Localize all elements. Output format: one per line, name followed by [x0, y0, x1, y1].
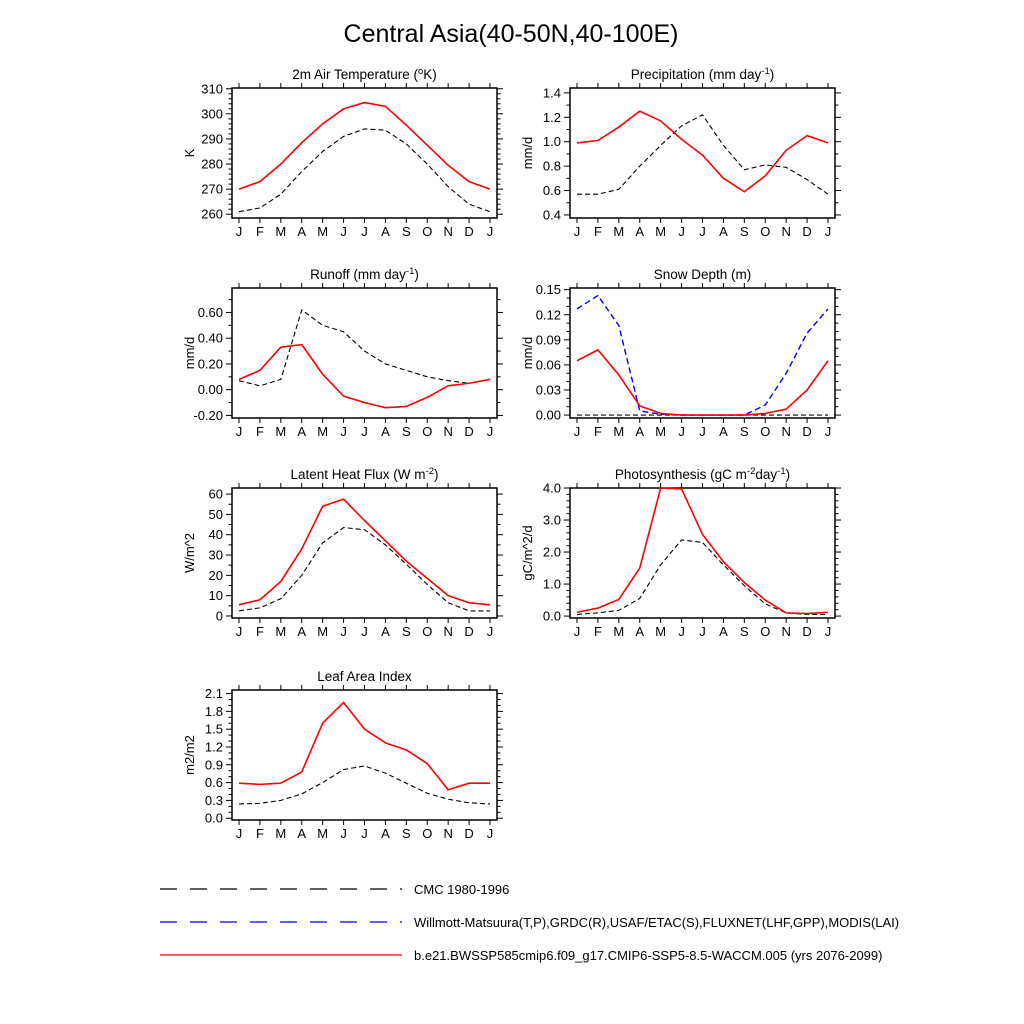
x-tick-label: D: [464, 424, 474, 439]
chart-title: Leaf Area Index: [317, 669, 412, 684]
y-tick-label: 300: [201, 106, 223, 122]
x-tick-label: D: [802, 624, 812, 639]
x-tick-label: J: [340, 624, 347, 639]
x-tick-label: M: [275, 424, 287, 439]
plot-frame: [570, 488, 835, 618]
x-tick-label: S: [401, 624, 411, 639]
plot-canvas: [498, 265, 848, 470]
x-tick-label: J: [340, 826, 347, 841]
y-tick-label: 0.6: [204, 775, 223, 791]
x-tick-label: N: [443, 826, 453, 841]
x-tick-label: D: [464, 624, 474, 639]
x-tick-label: N: [781, 224, 791, 239]
legend-label-observations: Willmott-Matsuura(T,P),GRDC(R),USAF/ETAC(S),FLUXNET(LHF,GPP),MODIS(LAI): [414, 914, 900, 930]
y-tick-label: 0.0: [204, 810, 223, 826]
x-tick-label: J: [678, 224, 685, 239]
plot-canvas: [160, 667, 510, 872]
y-tick-label: 0.00: [197, 382, 223, 398]
x-tick-label: J: [573, 224, 581, 239]
series-line-model: [239, 702, 490, 789]
y-tick-label: 0.60: [197, 304, 223, 320]
x-tick-label: J: [235, 826, 243, 841]
series-group: [239, 702, 490, 804]
chart-precipitation: [498, 65, 848, 270]
y-tick-label: 3.0: [542, 512, 561, 528]
series-line-cmc: [239, 766, 490, 804]
x-tick-label: A: [719, 224, 728, 239]
x-tick-label: M: [317, 424, 329, 439]
y-tick-label: 280: [201, 156, 223, 172]
x-tick-label: A: [381, 826, 390, 841]
x-tick-label: J: [486, 624, 494, 639]
series-line-model: [577, 350, 828, 415]
x-tick-label: A: [381, 624, 390, 639]
y-axis-labels: [205, 686, 223, 826]
x-tick-label: A: [635, 624, 645, 639]
axes: [226, 685, 503, 825]
y-axis-title: mm/d: [520, 136, 535, 170]
x-tick-label: M: [655, 224, 667, 239]
series-line-model: [239, 103, 490, 190]
x-tick-label: J: [235, 424, 243, 439]
series-group: [577, 296, 828, 416]
x-tick-label: A: [635, 224, 645, 239]
y-tick-label: 1.5: [204, 721, 223, 737]
x-tick-label: M: [613, 424, 625, 439]
x-tick-label: M: [275, 826, 287, 841]
legend-item-model: [158, 948, 882, 962]
y-tick-label: 30: [208, 547, 223, 563]
plot-canvas: [160, 465, 510, 670]
series-group: [577, 488, 828, 614]
axes: [564, 83, 841, 223]
x-tick-label: J: [824, 624, 832, 639]
y-tick-label: 0.8: [542, 158, 561, 174]
y-axis-title: mm/d: [520, 336, 535, 370]
y-tick-label: 0.06: [535, 357, 561, 373]
x-tick-label: J: [340, 424, 347, 439]
y-tick-label: 4.0: [542, 480, 561, 496]
x-tick-label: M: [275, 224, 287, 239]
x-tick-label: J: [699, 224, 706, 239]
x-tick-label: F: [593, 624, 602, 639]
axes: [564, 283, 841, 423]
y-tick-label: 1.0: [542, 576, 561, 592]
plot-frame: [232, 88, 497, 218]
series-line-cmc: [577, 540, 828, 615]
legend-label-cmc: CMC 1980-1996: [414, 881, 510, 897]
y-tick-label: 20: [208, 567, 223, 583]
x-tick-label: O: [760, 224, 771, 239]
x-tick-label: N: [781, 424, 791, 439]
legend-line-model-icon: [158, 948, 404, 962]
x-tick-label: D: [464, 224, 474, 239]
x-tick-label: F: [593, 424, 602, 439]
x-tick-label: M: [317, 826, 329, 841]
x-tick-label: O: [422, 224, 433, 239]
series-group: [239, 103, 490, 212]
y-tick-label: 0.15: [535, 282, 561, 298]
x-tick-label: M: [317, 624, 329, 639]
x-tick-label: F: [255, 224, 264, 239]
x-tick-label: A: [381, 224, 390, 239]
plot-frame: [232, 288, 497, 418]
x-tick-label: A: [719, 424, 728, 439]
y-tick-label: 0.4: [542, 207, 561, 223]
x-tick-label: A: [297, 424, 307, 439]
x-axis-labels: [574, 224, 832, 239]
x-tick-label: J: [678, 424, 685, 439]
chart-latent-heat-flux: [160, 465, 510, 670]
x-tick-label: M: [613, 624, 625, 639]
x-tick-label: J: [824, 424, 832, 439]
y-tick-label: -0.20: [193, 407, 223, 423]
legend-item-cmc: [158, 882, 509, 896]
chart-title: 2m Air Temperature ($^o$K): [292, 66, 437, 82]
series-line-cmc: [239, 310, 490, 386]
x-tick-label: O: [422, 624, 433, 639]
chart-title: Photosynthesis (gC $m^{-2}day^{-1}$): [614, 466, 791, 482]
x-axis-labels: [574, 624, 832, 639]
y-tick-label: 0.0: [542, 608, 561, 624]
x-tick-label: J: [361, 224, 368, 239]
x-tick-label: N: [443, 424, 453, 439]
x-tick-label: J: [235, 624, 243, 639]
x-axis-labels: [236, 826, 494, 841]
y-tick-label: 1.2: [204, 739, 223, 755]
y-axis-labels: [201, 81, 223, 221]
page-title: Central Asia(40-50N,40-100E): [343, 20, 679, 48]
x-tick-label: J: [573, 624, 581, 639]
plot-frame: [570, 88, 835, 218]
y-tick-label: 1.8: [204, 703, 223, 719]
y-tick-label: 1.2: [542, 109, 561, 125]
y-tick-label: 0.03: [535, 382, 561, 398]
y-tick-label: 0.9: [204, 757, 223, 773]
plot-canvas: [498, 65, 848, 270]
x-tick-label: A: [297, 826, 307, 841]
x-tick-label: S: [401, 424, 411, 439]
x-tick-label: O: [422, 424, 433, 439]
x-tick-label: M: [655, 624, 667, 639]
x-axis-labels: [236, 424, 494, 439]
x-tick-label: J: [361, 424, 368, 439]
series-line-model: [577, 488, 828, 614]
x-tick-label: J: [678, 624, 685, 639]
x-tick-label: F: [255, 424, 264, 439]
x-tick-label: S: [739, 424, 749, 439]
x-tick-label: A: [297, 224, 307, 239]
series-line-cmc: [239, 129, 490, 212]
plot-frame: [570, 288, 835, 418]
legend-line-cmc-icon: [158, 882, 404, 896]
x-tick-label: S: [401, 224, 411, 239]
y-axis-title: W/m^2: [182, 532, 197, 574]
x-tick-label: D: [802, 224, 812, 239]
x-tick-label: J: [235, 224, 243, 239]
series-line-model: [239, 499, 490, 605]
x-tick-label: J: [361, 826, 368, 841]
y-tick-label: 2.0: [542, 544, 561, 560]
x-tick-label: J: [361, 624, 368, 639]
x-tick-label: J: [699, 424, 706, 439]
series-line-obs: [577, 296, 828, 416]
x-tick-label: J: [699, 624, 706, 639]
x-tick-label: J: [573, 424, 581, 439]
chart-title: Snow Depth (m): [653, 267, 752, 282]
axes: [564, 483, 841, 623]
y-tick-label: 40: [208, 527, 223, 543]
x-tick-label: D: [802, 424, 812, 439]
y-axis-title: gC/m^2/d: [520, 525, 535, 581]
x-tick-label: J: [486, 826, 494, 841]
x-tick-label: M: [317, 224, 329, 239]
x-tick-label: A: [635, 424, 645, 439]
y-tick-label: 0: [215, 608, 223, 624]
x-tick-label: J: [486, 224, 494, 239]
y-tick-label: 260: [201, 206, 223, 222]
y-tick-label: 1.4: [542, 85, 561, 101]
x-tick-label: F: [593, 224, 602, 239]
y-axis-labels: [209, 487, 223, 624]
legend-label-model: b.e21.BWSSP585cmip6.f09_g17.CMIP6-SSP5-8.5-WACCM.005 (yrs 2076-2099): [414, 947, 883, 963]
chart-title: Runoff (mm day$^{-1}$): [310, 266, 419, 282]
series-line-cmc: [239, 528, 490, 611]
y-tick-label: 60: [208, 486, 223, 502]
y-tick-label: 0.20: [197, 356, 223, 372]
x-tick-label: O: [760, 424, 771, 439]
x-tick-label: J: [340, 224, 347, 239]
axes: [226, 483, 503, 623]
chart-title: Latent Heat Flux (W $m^{-2}$): [290, 466, 439, 482]
y-tick-label: 310: [201, 81, 223, 97]
y-tick-label: 0.3: [204, 792, 223, 808]
x-tick-label: A: [297, 624, 307, 639]
axes: [226, 83, 503, 223]
x-tick-label: S: [739, 624, 749, 639]
x-tick-label: S: [401, 826, 411, 841]
x-axis-labels: [236, 224, 494, 239]
series-group: [239, 310, 490, 408]
x-tick-label: M: [613, 224, 625, 239]
x-tick-label: D: [464, 826, 474, 841]
x-tick-label: A: [381, 424, 390, 439]
plot-canvas: [160, 65, 510, 270]
y-axis-title: K: [182, 148, 197, 158]
chart-runoff: [160, 265, 510, 470]
x-tick-label: F: [255, 624, 264, 639]
y-tick-label: 1.0: [542, 134, 561, 150]
x-tick-label: J: [486, 424, 494, 439]
series-line-model: [577, 111, 828, 192]
y-tick-label: 0.6: [542, 183, 561, 199]
x-axis-labels: [574, 424, 832, 439]
x-tick-label: O: [760, 624, 771, 639]
series-line-model: [239, 345, 490, 408]
y-axis-labels: [536, 282, 561, 422]
x-tick-label: M: [655, 424, 667, 439]
y-tick-label: 270: [201, 181, 223, 197]
x-tick-label: N: [443, 224, 453, 239]
plot-canvas: [160, 265, 510, 470]
x-tick-label: O: [422, 826, 433, 841]
y-axis-title: m2/m2: [182, 735, 197, 775]
y-tick-label: 2.1: [204, 686, 223, 702]
y-tick-label: 290: [201, 131, 223, 147]
series-group: [577, 111, 828, 194]
y-axis-labels: [543, 481, 561, 624]
y-axis-title: mm/d: [182, 336, 197, 370]
x-tick-label: F: [255, 826, 264, 841]
x-axis-labels: [236, 624, 494, 639]
legend-item-observations: [158, 915, 899, 929]
x-tick-label: M: [275, 624, 287, 639]
x-tick-label: S: [739, 224, 749, 239]
y-axis-labels: [543, 85, 561, 222]
x-tick-label: A: [719, 624, 728, 639]
y-tick-label: 0.40: [197, 330, 223, 346]
series-group: [239, 499, 490, 611]
chart-leaf-area-index: [160, 667, 510, 872]
x-tick-label: N: [443, 624, 453, 639]
y-tick-label: 0.12: [535, 307, 561, 323]
y-tick-label: 0.00: [535, 407, 561, 423]
x-tick-label: J: [824, 224, 832, 239]
chart-title: Precipitation (mm day$^{-1}$): [630, 66, 775, 82]
chart-photosynthesis: [498, 465, 848, 670]
y-tick-label: 50: [208, 506, 223, 522]
x-tick-label: N: [781, 624, 791, 639]
plot-canvas: [498, 465, 848, 670]
y-axis-labels: [193, 305, 223, 423]
y-tick-label: 10: [208, 588, 223, 604]
chart-air-temperature: [160, 65, 510, 270]
chart-snow-depth: [498, 265, 848, 470]
legend-line-observations-icon: [158, 915, 404, 929]
y-tick-label: 0.09: [535, 332, 561, 348]
